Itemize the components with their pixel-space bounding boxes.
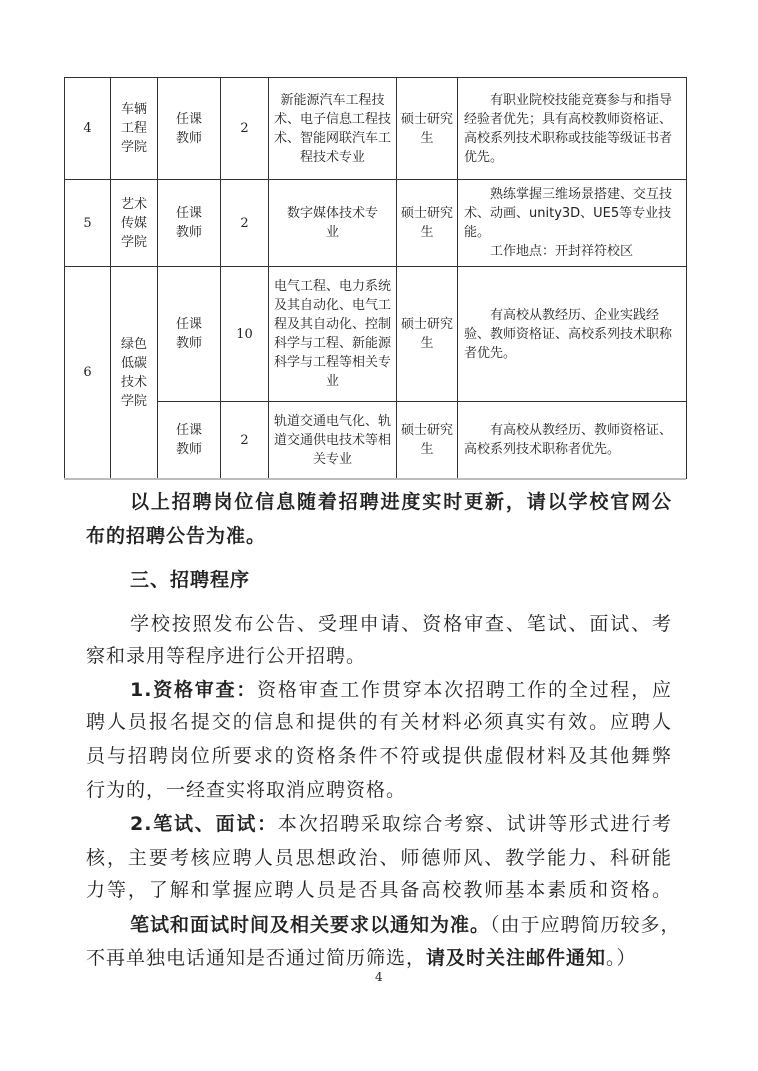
table-row: [65, 180, 687, 267]
major: 新能源汽车工程技术、电子信息工程技术、智能网联汽车工程技术专业: [269, 78, 397, 180]
table-row: [65, 78, 687, 180]
recruitment-table: [64, 77, 687, 479]
paragraph-line: 学校按照发布公告、受理申请、资格审查、笔试、面试、考: [130, 613, 672, 635]
college: 艺术传媒学院: [111, 180, 158, 267]
major: 数字媒体技术专业: [269, 180, 397, 267]
requirements: [458, 180, 687, 267]
section-heading: 三、招聘程序: [130, 569, 251, 591]
row-number: 4: [65, 78, 111, 180]
requirements-text: 熟练掌握三维场景搭建、交互技术、动画、unity3D、UE5等专业技能。: [464, 187, 673, 240]
bold-text: 笔试和面试时间及相关要求以通知为准。: [130, 914, 491, 936]
paragraph-line: 员与招聘岗位所要求的资格条件不符或提供虚假材料及其他舞弊: [86, 745, 672, 767]
post: 任课教师: [158, 402, 221, 479]
paragraph-line: [130, 678, 672, 702]
table-bottom-rule: [64, 478, 686, 480]
headcount: 10: [221, 267, 269, 402]
post: 任课教师: [158, 180, 221, 267]
text: 不再单独电话通知是否通过简历筛选，: [86, 947, 427, 969]
table-row: [65, 402, 687, 479]
requirements: 有高校从教经历、企业实践经验、教师资格证、高校系列技术职称者优先。: [458, 267, 687, 402]
requirements: 有高校从教经历、教师资格证、高校系列技术职称者优先。: [458, 402, 687, 479]
degree: 硕士研究生: [397, 402, 458, 479]
work-location: 工作地点：开封祥符校区: [490, 244, 634, 259]
table-row: [65, 267, 687, 402]
degree: 硕士研究生: [397, 78, 458, 180]
paragraph-line: [130, 812, 672, 836]
exam-interview-label: 2.笔试、面试：: [130, 813, 278, 835]
row-number: 6: [65, 267, 111, 479]
paragraph-line: [130, 913, 681, 937]
paragraph-line: 察和录用等程序进行公开招聘。: [86, 645, 367, 667]
text: 。）: [606, 947, 637, 969]
text: （由于应聘简历较多，: [490, 914, 681, 936]
paragraph-line: [86, 946, 672, 970]
paragraph-line: 核，主要考核应聘人员思想政治、师德师风、教学能力、科研能: [86, 847, 672, 869]
college: 绿色低碳技术学院: [111, 267, 158, 479]
qualification-review-label: 1.资格审查：: [130, 679, 258, 701]
paragraph-line: 聘人员报名提交的信息和提供的有关材料必须真实有效。应聘人: [86, 711, 672, 733]
degree: 硕士研究生: [397, 267, 458, 402]
degree: 硕士研究生: [397, 180, 458, 267]
headcount: 2: [221, 402, 269, 479]
post: 任课教师: [158, 267, 221, 402]
text: 本次招聘采取综合考察、试讲等形式进行考: [277, 813, 672, 835]
requirements: 有职业院校技能竞赛参与和指导经验者优先；具有高校教师资格证、高校系列技术职称或技能等级证书者优先。: [458, 78, 687, 180]
row-number: 5: [65, 180, 111, 267]
major: 电气工程、电力系统及其自动化、电气工程及其自动化、控制科学与工程、新能源科学与工程等相关专业: [269, 267, 397, 402]
page-number: 4: [375, 970, 383, 984]
major: 轨道交通电气化、轨道交通供电技术等相关专业: [269, 402, 397, 479]
headcount: 2: [221, 78, 269, 180]
text: 资格审查工作贯穿本次招聘工作的全过程，应: [257, 679, 672, 701]
headcount: 2: [221, 180, 269, 267]
bold-text: 请及时关注邮件通知: [426, 947, 607, 969]
paragraph-line: 力等，了解和掌握应聘人员是否具备高校教师基本素质和资格。: [86, 879, 672, 901]
notice-line: 布的招聘公告为准。: [86, 525, 267, 547]
notice-line: 以上招聘岗位信息随着招聘进度实时更新，请以学校官网公: [130, 491, 672, 513]
paragraph-line: 行为的，一经查实将取消应聘资格。: [86, 779, 407, 801]
college: 车辆工程学院: [111, 78, 158, 180]
post: 任课教师: [158, 78, 221, 180]
